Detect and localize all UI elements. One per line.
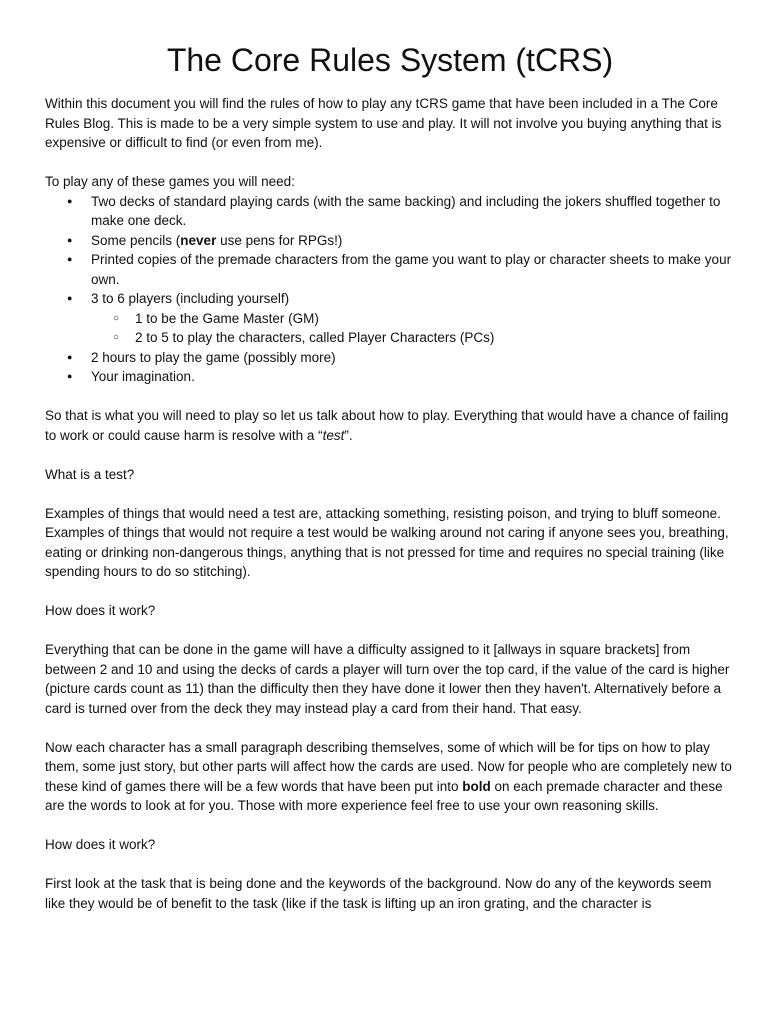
pencils-text-end: use pens for RPGs!) — [216, 232, 343, 248]
needs-list — [45, 192, 735, 387]
test-paragraph — [45, 406, 735, 445]
list-item-imagination: ● Your imagination. — [45, 367, 735, 387]
list-item-players — [45, 289, 735, 348]
document-page — [45, 40, 735, 933]
sublist-item-gm: ○ 1 to be the Game Master (GM) — [91, 309, 735, 329]
sublist-item-pcs: ○ 2 to 5 to play the characters, called Player Characters (PCs) — [91, 328, 735, 348]
how-heading-1: How does it work? — [45, 603, 156, 618]
document-title: The Core Rules System (tCRS) — [166, 42, 614, 78]
examples-paragraph: Examples of things that would need a test are, attacking something, resisting poison, and trying to bluff someone. Examples of things that would not require a test would be walking around not caring if anyone sees you, breathing, eating or drinking non-dangerous things, anything that is not pressed for time and requires no special training (like spending hours to do so stitching). — [45, 505, 729, 579]
players-sublist — [91, 309, 735, 348]
pencils-bold-word: never — [180, 232, 217, 248]
first-look-paragraph: First look at the task that is being done and the keywords of the background. Now do any of the keywords seem like they would be of benefit to the task (like if the task is lifting up an iron grating, and the character is — [45, 876, 712, 911]
character-bold-word: bold — [462, 778, 491, 794]
list-item-copies: ● Printed copies of the premade characters from the game you want to play or character sheets to make your own. — [45, 250, 735, 289]
character-text-start: Now each character has a small paragraph describing themselves, some of which will be for tips on how to play them, some just story, but other parts will affect how the cards are used. Now for people who are completely new to these kind of games there will be a few words that have been put into — [45, 739, 732, 794]
test-italic-word: test — [322, 427, 345, 443]
difficulty-paragraph: Everything that can be done in the game will have a difficulty assigned to it [allways in square brackets] from between 2 and 10 and using the decks of cards a player will turn over the top card, if the value of the card is higher (picture cards count as 11) than the difficulty then they have done it lower then they haven't. Alternatively before a card is turned over from the deck they may instead play a card from their hand. That easy. — [45, 642, 730, 716]
test-text-start: So that is what you will need to play so let us talk about how to play. Everything that would have a chance of failing to work or could cause harm is resolve with a “ — [45, 408, 729, 443]
needs-heading: To play any of these games you will need: — [45, 174, 295, 189]
list-item-hours: ● 2 hours to play the game (possibly more) — [45, 348, 735, 368]
what-is-test-heading: What is a test? — [45, 466, 135, 482]
list-item-cards: ● Two decks of standard playing cards (with the same backing) and including the jokers shuffled together to make one deck. — [45, 192, 735, 231]
test-text-end: ”. — [344, 427, 353, 443]
players-text: 3 to 6 players (including yourself) — [91, 291, 290, 306]
pencils-text-start: Some pencils ( — [91, 232, 181, 248]
how-heading-2: How does it work? — [45, 837, 156, 852]
character-text-end: on each premade character and these are the words to look at for you. Those with more experience feel free to use your own reasoning skills. — [45, 778, 723, 813]
intro-paragraph: Within this document you will find the rules of how to play any tCRS game that have been included in a The Core Rules Blog. This is made to be a very simple system to use and play. It will not involve you buying anything that is expensive or difficult to find (or even from me). — [45, 96, 722, 150]
list-item-pencils — [45, 231, 735, 251]
character-paragraph — [45, 738, 735, 816]
